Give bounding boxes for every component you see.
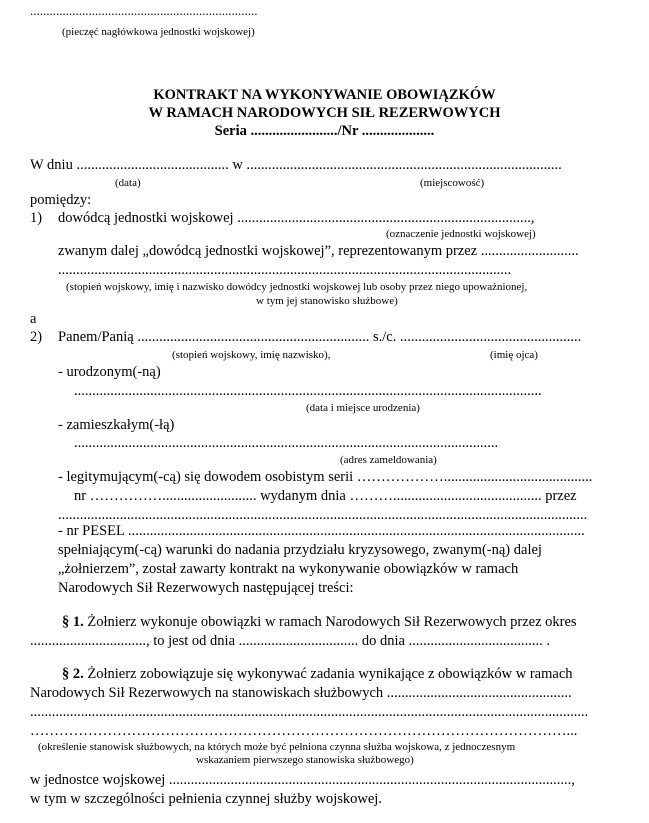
section-1-line-1 [62,613,577,631]
party-1-commander-line: dowódcą jednostki wojskowej ................................................................................., [58,210,535,226]
caption-born: (data i miejsce urodzenia) [306,402,420,414]
conditions-line-2: „żołnierzem”, został zawarty kontrakt na wykonywanie obowiązków w ramach [58,561,519,577]
party-1-representative-dots: ............................................................................................................................. [58,262,512,278]
conditions-line-1: spełniającym(-cą) warunki do nadania przydziału kryzysowego, zwanym(-ną) dalej [58,542,542,558]
stamp-dots: ...................................................................... [30,3,258,18]
id-series-line: - legitymującym(-cą) się dowodem osobistym serii ………………......................................... [58,469,593,485]
caption-representative-1: (stopień wojskowy, imię i nazwisko dowódcy jednostki wojskowej lub osoby przez niego upoważnionej, [66,281,528,293]
party-1-called-line: zwanym dalej „dowódcą jednostki wojskowej”, reprezentowanym przez ........................... [58,243,579,259]
section-2-line-1 [62,665,573,683]
title-line-2: W RAMACH NARODOWYCH SIŁ REZERWOWYCH [148,105,501,121]
section-2-mark: § 2. [62,666,84,682]
born-dots: ................................................................................................................................. [74,383,542,399]
section-1-mark: § 1. [62,614,84,630]
section-2-text: Żołnierz zobowiązuje się wykonywać zadania wynikające z obowiązków w ramach [83,666,573,682]
conditions-line-3: Narodowych Sił Rezerwowych następującej treści: [58,580,354,596]
caption-representative-2: w tym jej stanowisko służbowe) [256,295,398,307]
caption-unit-designation: (oznaczenie jednostki wojskowej) [386,228,536,240]
section-1-text: Żołnierz wykonuje obowiązki w ramach Narodowych Sił Rezerwowych przez okres [83,614,577,630]
caption-positions-1: (określenie stanowisk służbowych, na których może być pełniona czynna służba wojskowa, z jednoczesnym [38,741,516,753]
residence-label: - zamieszkałym(-łą) [58,417,175,433]
caption-rank-name: (stopień wojskowy, imię nazwisko), [172,349,331,361]
caption-date: (data) [115,177,141,189]
party-2-number: 2) [30,329,43,345]
id-number-line: nr …………….......................... wydanym dnia ………......................................... przez [74,488,577,504]
between-label: pomiędzy: [30,192,92,208]
residence-dots: ..................................................................................................................... [74,435,499,451]
section-2-dots-1: .......................................................................................................................................................... [30,704,589,720]
section-1-line-2: ................................, to jest od dnia ................................. do dnia ..................................... . [30,633,550,649]
caption-father-name: (imię ojca) [490,349,538,361]
id-issuer-dots: .................................................................................................................................................. [58,507,588,523]
caption-place: (miejscowość) [420,177,485,189]
party-2-name-line: Panem/Panią ................................................................ s./c. .................................................. [58,329,582,345]
pesel-line: - nr PESEL .............................................................................................................................. [58,523,585,539]
party-1-number: 1) [30,210,43,226]
section-2-dots-2: …………………………………………………………………………………………………... [30,723,578,739]
date-place-line: W dniu .......................................... w ....................................................................................... [30,157,562,173]
caption-positions-2: wskazaniem pierwszego stanowiska służbowego) [196,754,414,766]
unit-line: w jednostce wojskowej ..............................................................................................................., [30,772,575,788]
section-2-line-2: Narodowych Sił Rezerwowych na stanowiskach służbowych ................................................... [30,685,572,701]
caption-residence: (adres zameldowania) [340,454,437,466]
active-service-line: w tym w szczególności pełnienia czynnej służby wojskowej. [30,791,382,807]
title-series-line: Seria ......................../Nr .................... [214,123,435,139]
title-line-1: KONTRAKT NA WYKONYWANIE OBOWIĄZKÓW [153,87,496,103]
stamp-caption: (pieczęć nagłówkowa jednostki wojskowej) [62,26,255,38]
and-word: a [30,311,37,327]
born-label: - urodzonym(-ną) [58,364,161,380]
